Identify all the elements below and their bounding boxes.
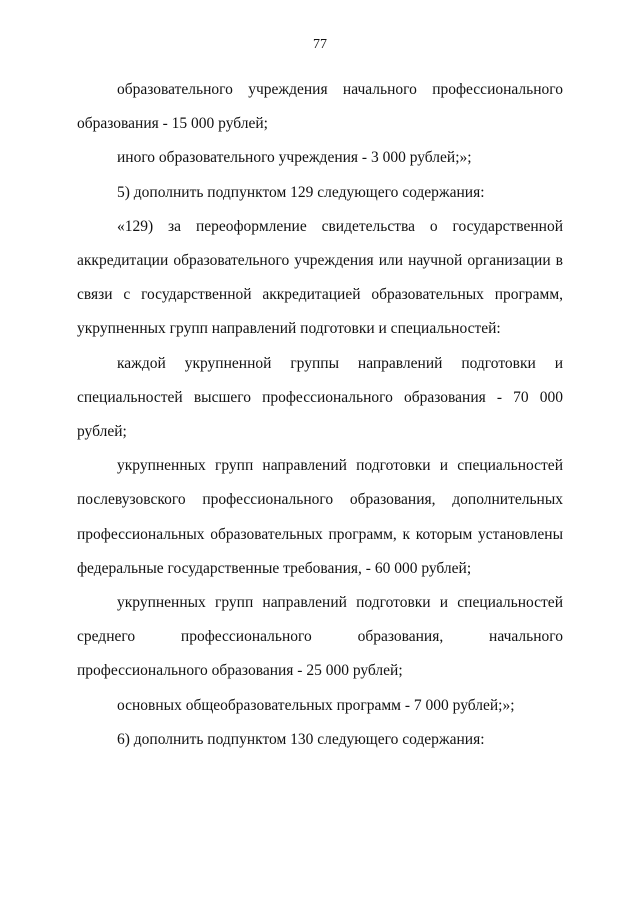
- paragraph-fee-general-education: основных общеобразовательных программ - 7 000 рублей;»;: [117, 696, 515, 714]
- paragraph-fee-higher-education: каждой укрупненной группы направлений подготовки и специальностей высшего профессионального образования - 70 000 рублей;: [77, 354, 563, 441]
- paragraph-fee-secondary-vocational: укрупненных групп направлений подготовки и специальностей среднего профессионального образования, начального профессионального образования - 25 000 рублей;: [77, 594, 563, 680]
- paragraph-item-6: 6) дополнить подпунктом 130 следующего содержания:: [117, 730, 485, 748]
- page-number: 77: [313, 37, 327, 52]
- paragraph-fee-other-institution: иного образовательного учреждения - 3 000 рублей;»;: [117, 149, 472, 167]
- document-body: [77, 73, 563, 757]
- paragraph-fee-postgraduate: укрупненных групп направлений подготовки и специальностей послевузовского профессионального образования, дополнительных профессиональных образовательных программ, к которым установлены федеральные государственные требования, - 60 000 рублей;: [77, 457, 563, 577]
- paragraph-item-5: 5) дополнить подпунктом 129 следующего содержания:: [117, 183, 485, 201]
- paragraph-fee-primary-vocational: образовательного учреждения начального профессионального образования - 15 000 рублей;: [77, 81, 563, 133]
- paragraph-subitem-129: «129) за переоформление свидетельства о государственной аккредитации образовательного учреждения или научной организации в связи с государственной аккредитацией образовательных программ, укрупненных групп направлений подготовки и специальностей:: [77, 217, 563, 338]
